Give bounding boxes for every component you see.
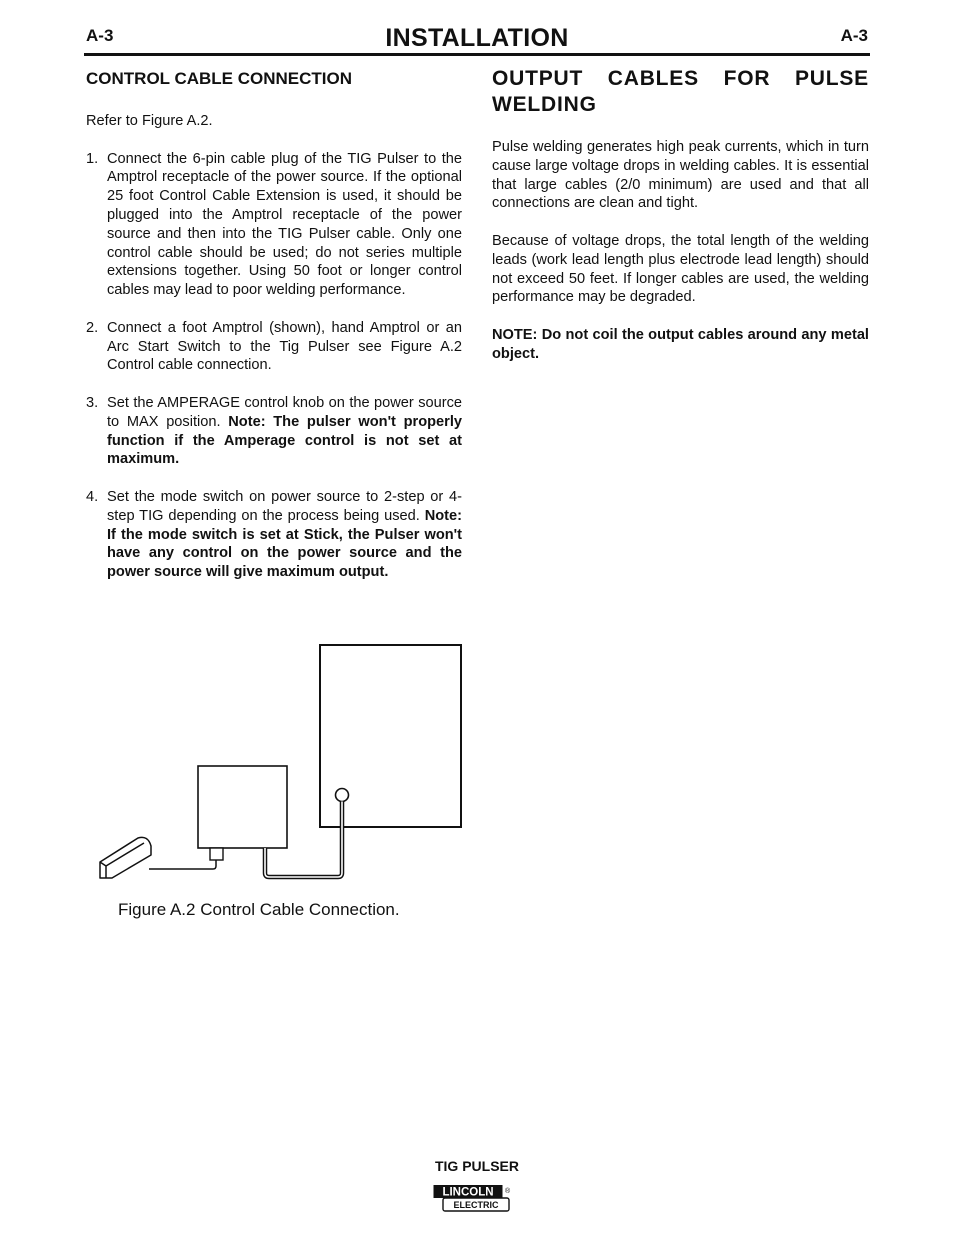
page-number-right: A-3 <box>840 26 868 45</box>
step-text: Set the mode switch on power source to 2-step or 4-step TIG depending on the process being used. <box>107 488 462 524</box>
step-note: Note: If the mode switch is set at Stick, the Pulser won't have any control on the power source and the power source will give maximum output. <box>107 507 462 581</box>
steps-list <box>86 150 462 582</box>
right-column <box>492 66 869 364</box>
figure-caption: Figure A.2 Control Cable Connection. <box>118 900 400 919</box>
pulser-to-source-cable-inner <box>265 802 342 878</box>
note-text: NOTE: Do not coil the output cables around any metal object. <box>492 326 869 362</box>
step-number: 3. <box>86 394 99 411</box>
control-cable-figure <box>90 640 470 885</box>
lincoln-electric-logo <box>433 1184 513 1214</box>
output-cables-heading: OUTPUT CABLES FOR PULSE WELDING <box>492 67 869 116</box>
output-cable-note <box>492 326 869 364</box>
step-number: 4. <box>86 488 99 505</box>
tig-pulser-box <box>198 766 287 848</box>
page-number-left: A-3 <box>86 26 114 45</box>
logo-line2: ELECTRIC <box>453 1200 499 1210</box>
foot-amptrol-pedal-icon <box>100 837 151 878</box>
step-note: Note: The pulser won't properly function if the Amperage control is not set at maximum. <box>107 413 462 468</box>
voltage-drop-paragraph: Because of voltage drops, the total length of the welding leads (work lead length plus electrode lead length) should not exceed 50 feet. If longer cables are used, the welding performance may be degraded. <box>492 232 869 306</box>
left-column <box>86 66 462 582</box>
footer-product-name: TIG PULSER <box>434 1158 519 1174</box>
control-cable-heading: CONTROL CABLE CONNECTION <box>86 69 353 88</box>
page-title: INSTALLATION <box>385 24 569 52</box>
refer-text: Refer to Figure A.2. <box>86 113 213 129</box>
pulser-to-source-cable <box>265 802 342 878</box>
header-rule <box>84 53 870 56</box>
step-item <box>86 394 462 469</box>
step-text: Set the AMPERAGE control knob on the power source to MAX position. <box>107 394 462 430</box>
foot-pedal-cable <box>149 860 216 869</box>
step-text: Connect a foot Amptrol (shown), hand Amptrol or an Arc Start Switch to the Tig Pulser see Figure A.2 Control cable connection. <box>107 319 462 374</box>
step-number: 2. <box>86 319 99 336</box>
logo-registered-mark: ® <box>505 1188 511 1195</box>
logo-line1: LINCOLN <box>442 1186 494 1199</box>
amptrol-receptacle <box>336 789 349 802</box>
step-item <box>86 319 462 375</box>
step-item <box>86 488 462 582</box>
step-text: Connect the 6-pin cable plug of the TIG Pulser to the Amptrol receptacle of the power source. If the optional 25 foot Control Cable Extension is used, it should be plugged into the Amptrol receptacle of the power source and then into the TIG Pulser cable. Only one control cable should be used; do not series multiple extensions together. Using 50 foot or longer control cables may lead to poor welding performance. <box>107 150 462 299</box>
pulse-paragraph: Pulse welding generates high peak currents, which in turn cause large voltage drops in welding cables. It is essential that large cables (2/0 minimum) are used and that all connections are clean and tight. <box>492 139 869 212</box>
step-item <box>86 150 462 300</box>
pulser-connector <box>210 848 223 860</box>
step-number: 1. <box>86 150 99 167</box>
